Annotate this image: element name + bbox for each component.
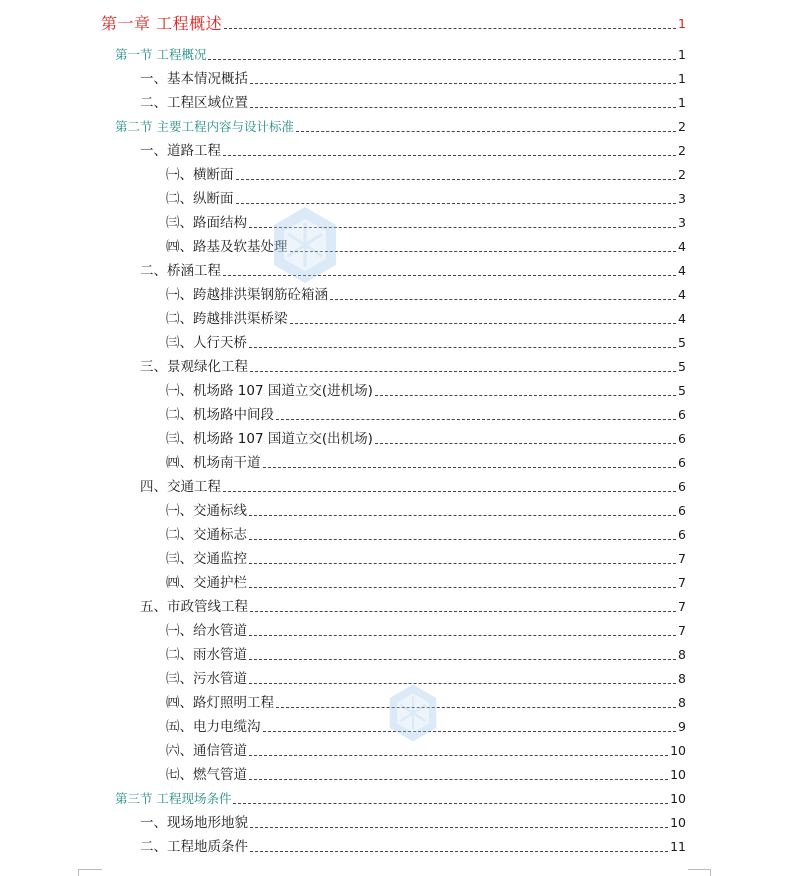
toc-dot-leader bbox=[208, 59, 676, 60]
toc-dot-leader bbox=[249, 755, 668, 756]
toc-entry-label: 第三节 工程现场条件 bbox=[115, 791, 232, 806]
toc-dot-leader bbox=[250, 371, 676, 372]
toc-page-number: 6 bbox=[678, 479, 686, 494]
page-corner-mark bbox=[710, 869, 711, 876]
snowflake-watermark-icon bbox=[270, 205, 340, 285]
toc-entry-label: ㈡、雨水管道 bbox=[166, 647, 247, 663]
toc-page-number: 2 bbox=[678, 143, 686, 158]
toc-entry[interactable] bbox=[166, 523, 686, 543]
toc-dot-leader bbox=[250, 611, 676, 612]
toc-entry[interactable] bbox=[166, 283, 686, 303]
toc-dot-leader bbox=[263, 467, 677, 468]
toc-page-number: 2 bbox=[678, 167, 686, 182]
page-corner-mark bbox=[78, 869, 102, 870]
toc-entry[interactable] bbox=[166, 619, 686, 639]
page-corner-mark bbox=[688, 869, 711, 870]
toc-section-entry[interactable] bbox=[115, 787, 686, 807]
toc-dot-leader bbox=[236, 179, 677, 180]
toc-page-number: 1 bbox=[678, 47, 686, 62]
toc-entry-label: ㈠、给水管道 bbox=[166, 623, 247, 639]
toc-page-number: 8 bbox=[678, 671, 686, 686]
toc-page-number: 5 bbox=[678, 383, 686, 398]
toc-page-number: 10 bbox=[670, 743, 686, 758]
toc-page-number: 11 bbox=[670, 839, 686, 854]
toc-dot-leader bbox=[224, 28, 676, 29]
toc-entry-label: ㈢、机场路 107 国道立交(出机场) bbox=[166, 431, 373, 447]
toc-entry[interactable] bbox=[140, 139, 686, 159]
toc-page-number: 10 bbox=[670, 767, 686, 782]
toc-entry[interactable] bbox=[166, 427, 686, 447]
toc-entry-label: 第一节 工程概况 bbox=[115, 47, 207, 62]
toc-dot-leader bbox=[250, 851, 668, 852]
toc-entry[interactable] bbox=[166, 307, 686, 327]
toc-entry[interactable] bbox=[166, 547, 686, 567]
toc-dot-leader bbox=[296, 131, 676, 132]
toc-entry-label: 三、景观绿化工程 bbox=[140, 359, 248, 375]
toc-entry[interactable] bbox=[140, 835, 686, 855]
toc-dot-leader bbox=[250, 827, 668, 828]
toc-section-entry[interactable] bbox=[115, 43, 686, 63]
toc-entry-label: ㈥、通信管道 bbox=[166, 743, 247, 759]
toc-entry-label: ㈢、路面结构 bbox=[166, 215, 247, 231]
toc-page-number: 4 bbox=[678, 263, 686, 278]
toc-dot-leader bbox=[223, 155, 676, 156]
toc-dot-leader bbox=[290, 251, 677, 252]
toc-entry[interactable] bbox=[140, 595, 686, 615]
toc-dot-leader bbox=[375, 395, 676, 396]
toc-entry-label: ㈡、机场路中间段 bbox=[166, 407, 274, 423]
toc-page-number: 6 bbox=[678, 431, 686, 446]
toc-entry[interactable] bbox=[166, 403, 686, 423]
toc-chapter-entry[interactable] bbox=[101, 12, 686, 32]
toc-dot-leader bbox=[290, 323, 677, 324]
toc-page-number: 8 bbox=[678, 647, 686, 662]
toc-page-number: 6 bbox=[678, 407, 686, 422]
toc-dot-leader bbox=[233, 803, 668, 804]
toc-entry-label: ㈤、电力电缆沟 bbox=[166, 719, 261, 735]
toc-page-number: 7 bbox=[678, 599, 686, 614]
toc-dot-leader bbox=[263, 731, 677, 732]
toc-dot-leader bbox=[276, 707, 676, 708]
toc-entry-label: 五、市政管线工程 bbox=[140, 599, 248, 615]
toc-page-number: 6 bbox=[678, 503, 686, 518]
toc-page-number: 5 bbox=[678, 359, 686, 374]
toc-page-number: 4 bbox=[678, 287, 686, 302]
toc-entry-label: ㈡、交通标志 bbox=[166, 527, 247, 543]
page-corner-mark bbox=[78, 869, 79, 876]
toc-entry-label: ㈣、路灯照明工程 bbox=[166, 695, 274, 711]
toc-entry-label: 第二节 主要工程内容与设计标准 bbox=[115, 119, 294, 134]
toc-entry-label: 一、现场地形地貌 bbox=[140, 815, 248, 831]
snowflake-watermark-icon bbox=[385, 683, 441, 743]
toc-page-number: 8 bbox=[678, 695, 686, 710]
toc-page-number: 2 bbox=[678, 119, 686, 134]
toc-entry[interactable] bbox=[166, 571, 686, 591]
toc-entry-label: ㈠、机场路 107 国道立交(进机场) bbox=[166, 383, 373, 399]
toc-entry[interactable] bbox=[166, 235, 686, 255]
toc-page-number: 5 bbox=[678, 335, 686, 350]
toc-dot-leader bbox=[375, 443, 676, 444]
toc-entry[interactable] bbox=[140, 91, 686, 111]
toc-entry[interactable] bbox=[166, 211, 686, 231]
toc-entry[interactable] bbox=[140, 811, 686, 831]
toc-dot-leader bbox=[249, 539, 676, 540]
toc-entry[interactable] bbox=[166, 187, 686, 207]
toc-entry-label: ㈣、交通护栏 bbox=[166, 575, 247, 591]
toc-dot-leader bbox=[249, 563, 676, 564]
toc-entry[interactable] bbox=[140, 355, 686, 375]
toc-entry-label: ㈢、污水管道 bbox=[166, 671, 247, 687]
toc-page-number: 6 bbox=[678, 455, 686, 470]
toc-page-number: 4 bbox=[678, 311, 686, 326]
toc-dot-leader bbox=[276, 419, 676, 420]
toc-entry-label: ㈢、交通监控 bbox=[166, 551, 247, 567]
toc-dot-leader bbox=[249, 779, 668, 780]
toc-page-number: 10 bbox=[670, 815, 686, 830]
toc-entry-label: ㈠、跨越排洪渠钢筋砼箱涵 bbox=[166, 287, 328, 303]
toc-entry-label: ㈦、燃气管道 bbox=[166, 767, 247, 783]
toc-entry[interactable] bbox=[140, 259, 686, 279]
toc-page-number: 7 bbox=[678, 551, 686, 566]
toc-dot-leader bbox=[249, 587, 676, 588]
toc-entry[interactable] bbox=[166, 331, 686, 351]
toc-entry[interactable] bbox=[166, 379, 686, 399]
toc-dot-leader bbox=[249, 659, 676, 660]
toc-entry[interactable] bbox=[166, 763, 686, 783]
toc-entry[interactable] bbox=[140, 475, 686, 495]
toc-entry-label: ㈡、纵断面 bbox=[166, 191, 234, 207]
toc-page-number: 9 bbox=[678, 719, 686, 734]
toc-page-number: 6 bbox=[678, 527, 686, 542]
toc-dot-leader bbox=[223, 491, 676, 492]
toc-dot-leader bbox=[249, 515, 676, 516]
toc-entry-label: 二、桥涵工程 bbox=[140, 263, 221, 279]
toc-entry[interactable] bbox=[166, 163, 686, 183]
toc-entry-label: ㈠、横断面 bbox=[166, 167, 234, 183]
toc-entry-label: ㈣、路基及软基处理 bbox=[166, 239, 288, 255]
toc-dot-leader bbox=[249, 635, 676, 636]
toc-page-number: 7 bbox=[678, 575, 686, 590]
toc-entry-label: ㈣、机场南干道 bbox=[166, 455, 261, 471]
toc-dot-leader bbox=[250, 83, 676, 84]
toc-dot-leader bbox=[249, 347, 676, 348]
toc-page-number: 7 bbox=[678, 623, 686, 638]
toc-page-number: 1 bbox=[678, 95, 686, 110]
toc-entry-label: 四、交通工程 bbox=[140, 479, 221, 495]
toc-entry-label: 一、基本情况概括 bbox=[140, 71, 248, 87]
toc-entry[interactable] bbox=[140, 67, 686, 87]
toc-entry-label: ㈢、人行天桥 bbox=[166, 335, 247, 351]
toc-page-number: 3 bbox=[678, 215, 686, 230]
toc-entry-label: 二、工程地质条件 bbox=[140, 839, 248, 855]
toc-dot-leader bbox=[250, 107, 676, 108]
toc-entry[interactable] bbox=[166, 499, 686, 519]
toc-page-number: 1 bbox=[678, 71, 686, 86]
toc-page-number: 4 bbox=[678, 239, 686, 254]
toc-dot-leader bbox=[330, 299, 676, 300]
toc-entry[interactable] bbox=[166, 643, 686, 663]
toc-entry-label: 二、工程区域位置 bbox=[140, 95, 248, 111]
toc-section-entry[interactable] bbox=[115, 115, 686, 135]
toc-page-number: 3 bbox=[678, 191, 686, 206]
toc-entry-label: 一、道路工程 bbox=[140, 143, 221, 159]
toc-dot-leader bbox=[236, 203, 677, 204]
toc-dot-leader bbox=[249, 683, 676, 684]
toc-entry-label: ㈡、跨越排洪渠桥梁 bbox=[166, 311, 288, 327]
toc-entry-label: ㈠、交通标线 bbox=[166, 503, 247, 519]
toc-page-number: 10 bbox=[670, 791, 686, 806]
toc-entry[interactable] bbox=[166, 451, 686, 471]
toc-page-number: 1 bbox=[678, 16, 686, 31]
toc-entry-label: 第一章 工程概述 bbox=[101, 14, 223, 33]
